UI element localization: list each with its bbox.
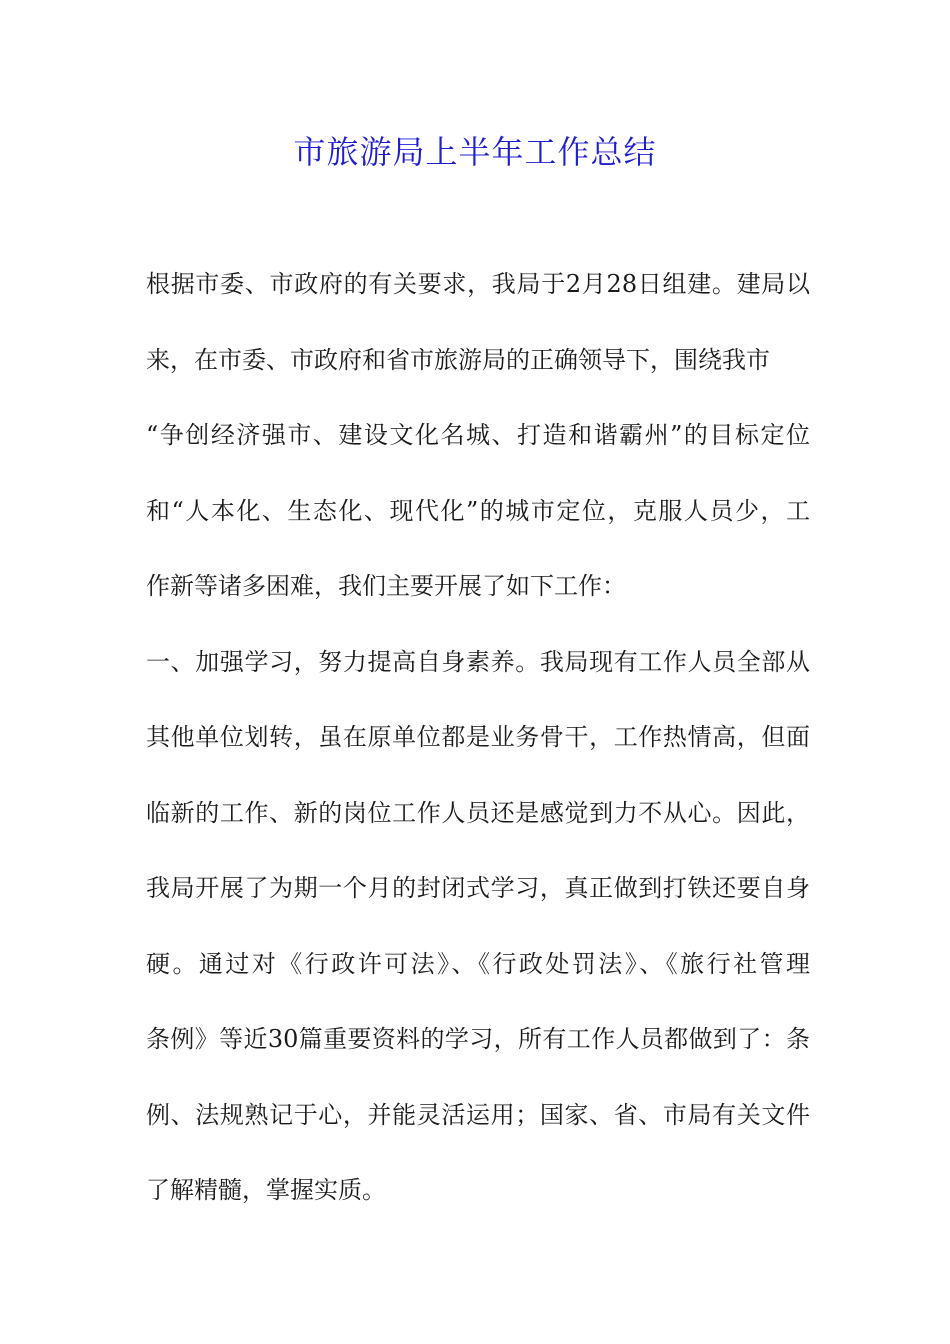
- document-body: [146, 262, 810, 1244]
- body-line: 例、法规熟记于心，并能灵活运用；国家、省、市局有关文件: [146, 1100, 810, 1129]
- body-line: 条例》等近30篇重要资料的学习，所有工作人员都做到了：条: [146, 1025, 810, 1053]
- body-line: 硬。通过对《行政许可法》、《行政处罚法》、《旅行社管理: [146, 949, 810, 978]
- body-line: 作新等诸多困难，我们主要开展了如下工作：: [146, 572, 626, 600]
- body-line: “争创经济强市、建设文化名城、打造和谐霸州”的目标定位: [146, 421, 810, 449]
- body-line: 来，在市委、市政府和省市旅游局的正确领导下，围绕我市: [146, 345, 770, 374]
- document-title: 市旅游局上半年工作总结: [293, 133, 657, 171]
- body-line: 其他单位划转，虽在原单位都是业务骨干，工作热情高，但面: [146, 723, 810, 751]
- body-line: 根据市委、市政府的有关要求，我局于2月28日组建。建局以: [146, 270, 810, 298]
- body-line: 和“人本化、生态化、现代化”的城市定位，克服人员少，工: [146, 496, 810, 525]
- body-line: 了解精髓，掌握实质。: [146, 1176, 386, 1204]
- body-line: 我局开展了为期一个月的封闭式学习，真正做到打铁还要自身: [146, 874, 810, 902]
- body-line: 临新的工作、新的岗位工作人员还是感觉到力不从心。因此，: [146, 798, 810, 827]
- body-line: 一、加强学习，努力提高自身素养。我局现有工作人员全部从: [146, 647, 810, 676]
